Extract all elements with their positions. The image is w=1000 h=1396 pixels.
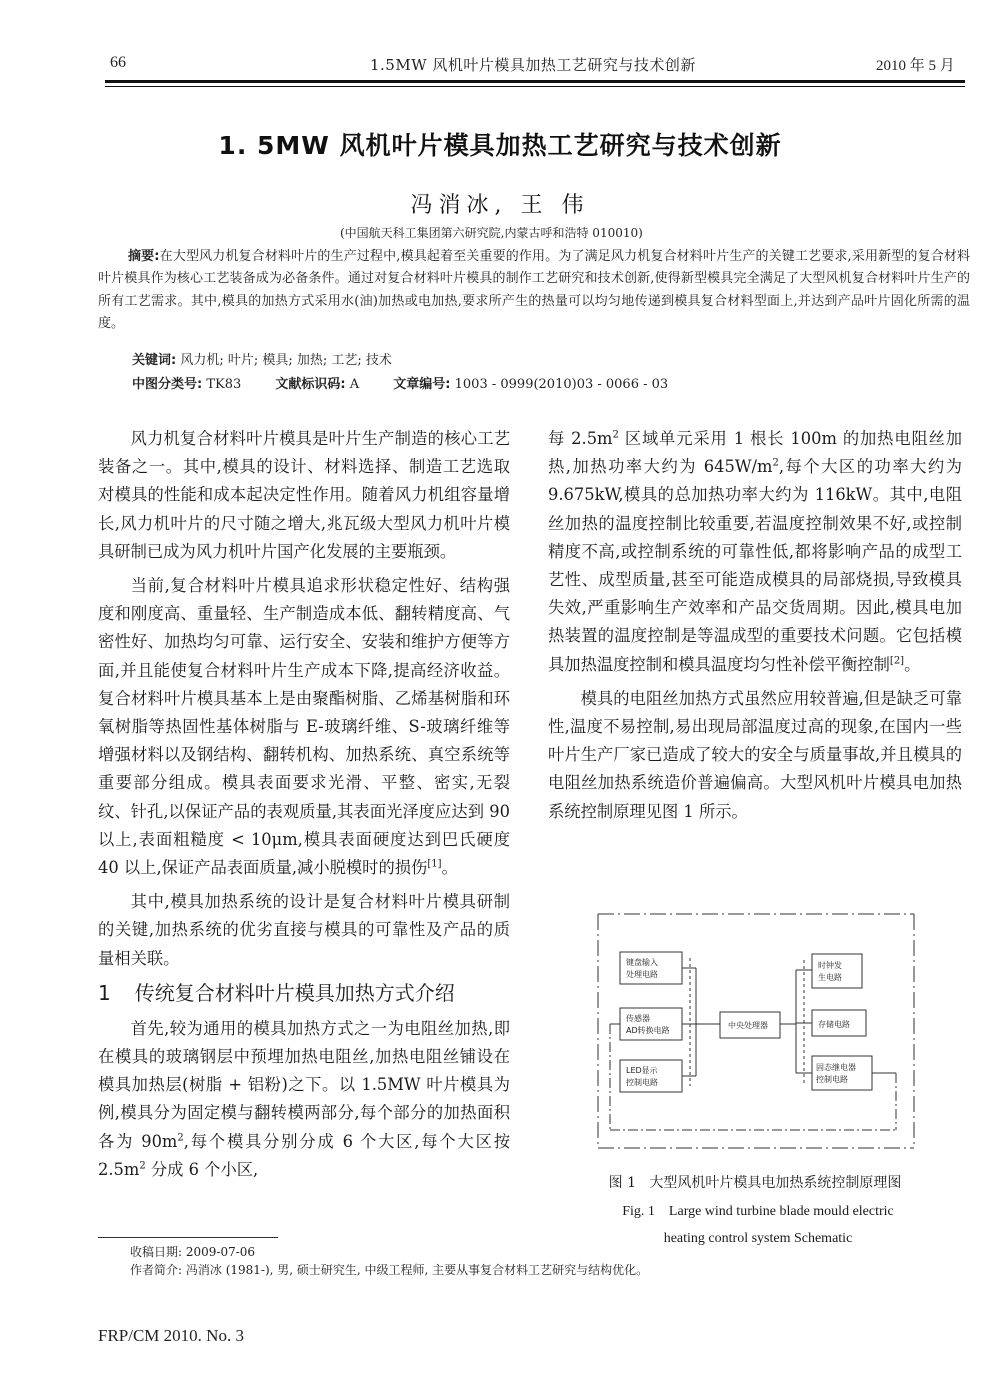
- keywords-label: 关键词:: [132, 353, 177, 368]
- citation-ref: [1]: [427, 858, 442, 870]
- page-number: 66: [110, 54, 126, 71]
- paragraph: 模具的电阻丝加热方式虽然应用较普遍,但是缺乏可靠性,温度不易控制,易出现局部温度过高的现象,在国内一些叶片生产厂家已造成了较大的安全与质量事故,并且模具的电阻丝加热系统造价普遍偏高。大型风机叶片模具电加热系统控制原理见图 1 所示。: [548, 688, 962, 821]
- footnote-rule: [98, 1237, 278, 1238]
- doc-code-value: A: [349, 377, 360, 392]
- body-column-left: [98, 425, 510, 1184]
- clc-label: 中图分类号:: [132, 377, 203, 392]
- keywords: [98, 350, 1000, 372]
- box-ssr-line1: 固态继电器: [816, 1063, 856, 1072]
- article-title: 1. 5MW 风机叶片模具加热工艺研究与技术创新: [218, 131, 782, 160]
- paragraph: 首先,较为通用的模具加热方式之一为电阻丝加热,即在模具的玻璃钢层中预埋加热电阻丝,加热电阻丝铺设在模具加热层(树脂 + 铝粉)之下。以 1.5MW 叶片模具为例,模具分为固定模与翻转模两部分,每个部分的加热面积各为 $90m^2$,每个模具分别分成 6 个大区,每个大区按 $2.5m^2$ 分成 6 个小区,: [98, 1018, 510, 1179]
- affiliation: (中国航天科工集团第六研究院,内蒙古呼和浩特 010010): [340, 226, 643, 240]
- box-keyboard: [620, 952, 682, 984]
- citation-ref: [2]: [889, 655, 905, 667]
- box-led-line2: 控制电路: [626, 1078, 658, 1087]
- figure-caption-cn-text: 大型风机叶片模具电加热系统控制原理图: [649, 1175, 902, 1191]
- header-rule-thick: [105, 80, 965, 83]
- article-number-value: 1003 - 0999(2010)03 - 0066 - 03: [454, 377, 669, 392]
- abstract: [98, 246, 970, 335]
- paragraph-continued: 每 $2.5m^2$ 区域单元采用 1 根长 100m 的加热电阻丝加热,加热功率大约为 $645W/m^2$,每个大区的功率大约为 9.675kW,模具的总加热功率大约为 116kW。其中,电阻丝加热的温度控制比较重要,若温度控制效果不好,或控制精度不高,或控制系统的可靠性低,都将影响产品的成型工艺性、成型质量,甚至可能造成模具的局部烧损,导致模具失效,严重影响生产效率和产品交货周期。因此,模具电加热装置的温度控制是等温成型的重要技术问题。它包括模具加热温度控制和模具温度均匀性补偿平衡控制[2]。: [548, 429, 962, 674]
- header-rule-thin: [105, 86, 965, 87]
- article-number-label: 文章编号:: [393, 377, 451, 392]
- keywords-text: 风力机; 叶片; 模具; 加热; 工艺; 技术: [180, 353, 392, 368]
- box-keyboard-line2: 处理电路: [626, 970, 658, 979]
- box-sensor: [620, 1008, 682, 1040]
- footnote-author: [130, 1261, 648, 1278]
- author-bio-label: 作者简介:: [130, 1263, 183, 1277]
- box-sensor-line2: AD转换电路: [626, 1026, 670, 1035]
- box-ssr-line2: 控制电路: [816, 1075, 848, 1084]
- author-bio-text: 冯消冰 (1981-), 男, 硕士研究生, 中级工程师, 主要从事复合材料工艺研究与结构优化。: [185, 1263, 649, 1277]
- box-ssr: [812, 1056, 872, 1090]
- journal-footer: FRP/CM 2010. No. 3: [98, 1326, 244, 1345]
- box-clock-line1: 时钟发: [818, 961, 842, 970]
- box-led: [620, 1060, 682, 1092]
- box-clock-line2: 生电路: [818, 973, 842, 982]
- figure-number-en: Fig. 1: [622, 1204, 655, 1219]
- section-heading: [98, 977, 510, 1009]
- running-title: 1.5MW 风机叶片模具加热工艺研究与技术创新: [370, 56, 696, 74]
- box-sensor-line1: 传感器: [626, 1014, 650, 1023]
- figure-caption-en: [598, 1198, 918, 1252]
- authors: 冯消冰, 王 伟: [410, 193, 590, 218]
- paragraph: 当前,复合材料叶片模具追求形状稳定性好、结构强度和刚度高、重量轻、生产制造成本低、翻转精度高、气密性好、加热均匀可靠、运行安全、安装和维护方便等方面,并且能使复合材料叶片生产成本下降,提高经济收益。复合材料叶片模具基本上是由聚酯树脂、乙烯基树脂和环氧树脂等热固性基体树脂与 E-玻璃纤维、S-玻璃纤维等增强材料以及钢结构、翻转机构、加热系统、真空系统等重要部分组成。模具表面要求光滑、平整、密实,无裂纹、针孔,以保证产品的表观质量,其表面光泽度应达到 90 以上,表面粗糙度 < 10μm,模具表面硬度达到巴氏硬度 40 以上,保证产品表面质量,减小脱模时的损伤[1]。: [98, 576, 510, 878]
- clc-value: TK83: [206, 377, 242, 392]
- section-title: 传统复合材料叶片模具加热方式介绍: [134, 980, 455, 1005]
- figure-caption-cn: [548, 1172, 962, 1192]
- paragraph: 其中,模具加热系统的设计是复合材料叶片模具研制的关键,加热系统的优劣直接与模具的可靠性及产品的质量相关联。: [98, 892, 510, 968]
- box-clock: [812, 954, 862, 988]
- figure-caption-en-line1: Large wind turbine blade mould electric: [668, 1204, 894, 1219]
- section-number: 1: [98, 980, 111, 1005]
- box-keyboard-line1: 键盘输入: [626, 958, 658, 967]
- paragraph: 风力机复合材料叶片模具是叶片生产制造的核心工艺装备之一。其中,模具的设计、材料选择、制造工艺选取对模具的性能和成本起决定性作用。随着风力机组容量增长,风力机叶片的尺寸随之增大,兆瓦级大型风力机叶片模具研制已成为风力机叶片国产化发展的主要瓶颈。: [98, 429, 510, 561]
- body-column-right: [548, 425, 962, 826]
- footnote-received: 收稿日期: 2009-07-06: [130, 1245, 256, 1259]
- issue-date: 2010 年 5 月: [876, 58, 955, 74]
- figure-number-cn: 图 1: [608, 1175, 636, 1191]
- box-led-line1: LED显示: [626, 1066, 658, 1075]
- figure-caption-en-line2: heating control system Schematic: [663, 1231, 853, 1246]
- abstract-text: 在大型风力机复合材料叶片的生产过程中,模具起着至关重要的作用。为了满足风力机复合材料叶片生产的关键工艺要求,采用新型的复合材料叶片模具作为核心工艺装备成为必备条件。通过对复合材料叶片模具的制作工艺研究和技术创新,使得新型模具完全满足了大型风机复合材料叶片生产的所有工艺需求。其中,模具的加热方式采用水(油)加热或电加热,要求所产生的热量可以均匀地传递到模具复合材料型面上,并达到产品叶片固化所需的温度。: [98, 249, 971, 331]
- abstract-label: 摘要:: [128, 249, 160, 264]
- doc-code-label: 文献标识码:: [275, 377, 346, 392]
- box-storage-label: 存储电路: [818, 1020, 850, 1029]
- classification-line: [98, 374, 1000, 396]
- box-cpu-label: 中央处理器: [728, 1021, 768, 1030]
- block-diagram: [596, 908, 916, 1153]
